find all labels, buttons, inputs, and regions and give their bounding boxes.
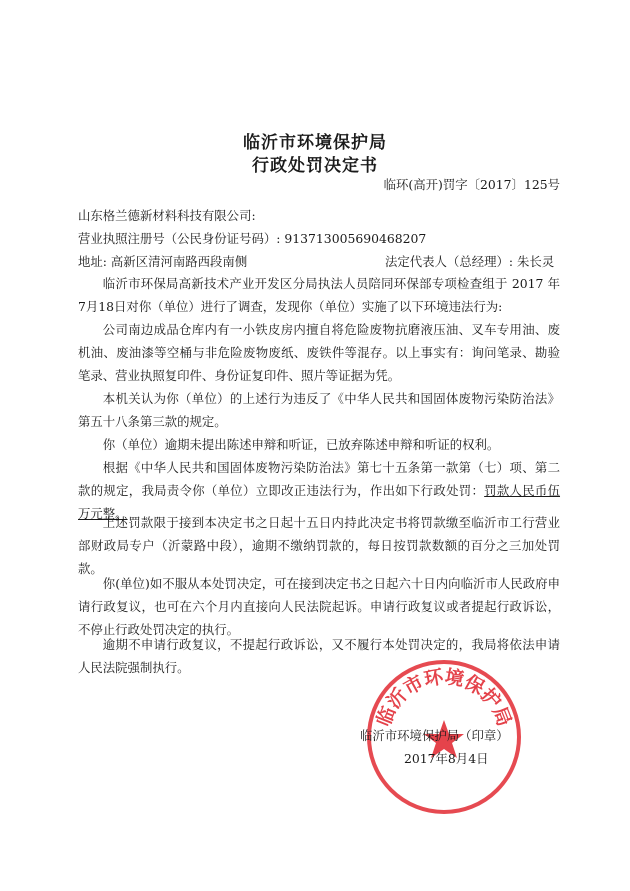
document-type-title: 行政处罚决定书: [252, 156, 378, 176]
paragraph-enforcement: 逾期不申请行政复议，不提起行政诉讼，又不履行本处罚决定的，我局将依法申请人民法院强制执行。: [78, 637, 560, 675]
paragraph-hearing: 你（单位）逾期未提出陈述申辩和听证，已放弃陈述申辩和听证的权利。: [102, 437, 500, 452]
license-label: 营业执照注册号（公民身份证号码）:: [78, 231, 281, 246]
address-label: 地址:: [78, 254, 107, 269]
legal-rep-name: 朱长灵: [517, 254, 555, 269]
document-number: 临环(高开)罚字〔2017〕125号: [383, 177, 560, 192]
seal-text: [372, 665, 516, 730]
address-value: 高新区清河南路西段南侧: [110, 254, 248, 269]
issue-date: 2017年8月4日: [404, 751, 489, 766]
penalty-basis-text: 根据《中华人民共和国固体废物污染防治法》第七十五条第一款第（七）项、第二款的规定，我局责令你（单位）立即改正违法行为，作出如下行政处罚：: [78, 460, 560, 498]
paragraph-appeal: 你(单位)如不服从本处罚决定，可在接到决定书之日起六十日内向临沂市人民政府申请行政复议，也可在六个月内直接向人民法院起诉。申请行政复议或者提起行政诉讼，不停止行政处罚决定的执行。: [78, 576, 560, 637]
issuer: 临沂市环境保护局（印章）: [360, 728, 509, 743]
agency-title: 临沂市环境保护局: [243, 133, 387, 153]
address-row: [78, 253, 247, 271]
paragraph-payment: 上述罚款限于接到本决定书之日起十五日内持此决定书将罚款缴至临沂市工行营业部财政局专户（沂蒙路中段），逾期不缴纳罚款的，每日按罚款数额的百分之三加处罚款。: [78, 515, 560, 576]
legal-rep-label: 法定代表人（总经理）:: [385, 254, 514, 269]
party-company: 山东格兰德新材料科技有限公司:: [78, 208, 256, 223]
license-number: 913713005690468207: [284, 231, 427, 246]
paragraph-violation: 本机关认为你（单位）的上述行为违反了《中华人民共和国固体废物污染防治法》第五十八条第三款的规定。: [78, 391, 560, 429]
paragraph-facts: 公司南边成品仓库内有一小铁皮房内擅自将危险废物抗磨液压油、叉车专用油、废机油、废油漆等空桶与非危险废物废纸、废铁件等混存。以上事实有：询问笔录、勘验笔录、营业执照复印件、身份证复印件、照片等证据为凭。: [78, 322, 560, 383]
paragraph-investigation: 临沂市环保局高新技术产业开发区分局执法人员陪同环保部专项检查组于 2017 年 7月18日对你（单位）进行了调查，发现你（单位）实施了以下环境违法行为:: [78, 276, 560, 314]
license-row: [78, 230, 426, 248]
legal-rep-row: [385, 253, 554, 271]
seal-text-path: 临沂市环境保护局: [372, 665, 516, 730]
penalty-amount: 罚款人民币伍万元整。: [78, 483, 561, 521]
